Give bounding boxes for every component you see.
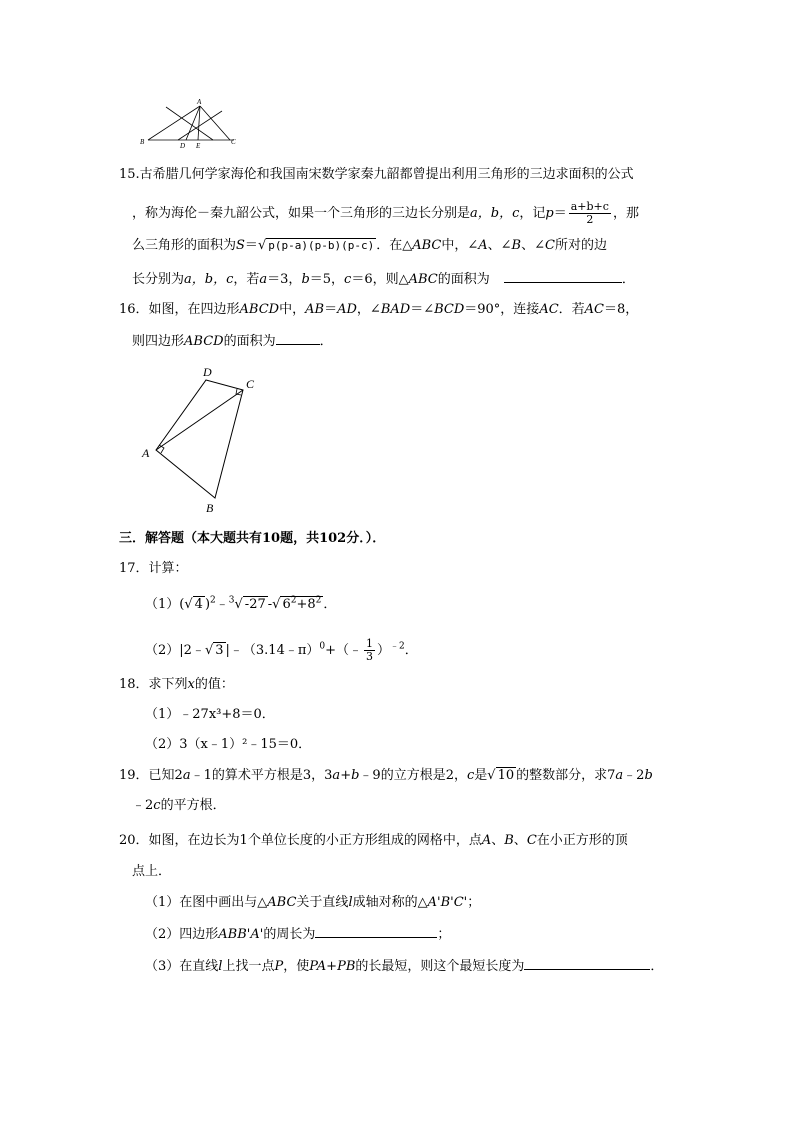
q15-line1: 15.古希腊几何学家海伦和我国南宋数学家秦九韶都曾提出利用三角形的三边求面积的公式 — [119, 167, 634, 182]
fig16-label-b: B — [206, 501, 214, 515]
q15-line2: ，称为海伦－秦九韶公式，如果一个三角形的三边长分别是a，b，c，记p＝ $\frac{a+b+c}{2}$ ，那 — [132, 200, 639, 226]
q20-part1: （1）在图中画出与△ABC关于直线l成轴对称的△A'B'C'； — [145, 895, 481, 910]
q20-shortest-blank[interactable] — [524, 957, 650, 970]
radical-sign: √ — [487, 768, 496, 783]
section-3-heading: 三．解答题（本大题共有10题，共102分．）． — [119, 531, 386, 546]
q15-answer-blank[interactable] — [504, 270, 622, 283]
fig14-label-e: E — [196, 142, 201, 149]
cube-root-sign: √ — [234, 597, 243, 612]
fig14-label-d: D — [180, 142, 186, 149]
q20-part3: （3）在直线l上找一点P，使PA+PB的长最短，则这个最短长度为 ． — [145, 959, 664, 974]
fig16-label-d: D — [203, 365, 212, 379]
heron-radicand: p(p-a)(p-b)(p-c) — [268, 239, 375, 252]
figure-q14 — [138, 97, 238, 149]
q18-part1: （1）﹣27x³+8＝0． — [145, 707, 275, 722]
q18-title: 18．求下列x的值： — [119, 677, 234, 692]
q16-answer-blank[interactable] — [276, 332, 320, 345]
one-third-fraction: $\frac{1}{3}$ — [366, 637, 374, 663]
q18-part2: （2）3（x﹣1）²﹣15＝0． — [145, 737, 312, 752]
radical-sign: √ — [272, 597, 281, 612]
radical-sign: √ — [204, 643, 214, 658]
p-fraction: $\frac{a+b+c}{2}$ — [570, 200, 609, 226]
q20-line2: 点上． — [132, 864, 172, 879]
q19-line1: 19．已知2a﹣1的算术平方根是3，3a+b﹣9的立方根是2，c是√ 10 的整数部分，求7a﹣2b — [119, 768, 653, 783]
fig14-label-c: C — [231, 138, 236, 146]
q16-line2: 则四边形ABCD的面积为 ． — [132, 334, 333, 349]
q15-line3: 么三角形的面积为S＝√ p(p-a)(p-b)(p-c) ．在△ABC中，∠A、∠B、∠C所对的边 — [132, 238, 607, 253]
q19-line2: ﹣2c的平方根． — [132, 798, 226, 813]
radical-sign: √ — [184, 597, 193, 612]
figure-q16 — [138, 362, 268, 517]
q16-line1: 16．如图，在四边形ABCD中，AB＝AD，∠BAD＝∠BCD＝90°，连接AC．若AC＝8， — [119, 302, 639, 317]
fig14-label-a: A — [197, 98, 202, 106]
q17-part1: （1）(√ 4 )$^2$﹣$^3$√ -27 -√ $6^2+8^2$ ． — [145, 595, 337, 612]
q20-line1: 20．如图，在边长为1个单位长度的小正方形组成的网格中，点A、B、C在小正方形的顶 — [119, 833, 628, 848]
q20-perimeter-blank[interactable] — [315, 925, 437, 938]
q17-part2: （2）|2﹣√ 3 |﹣（3.14﹣π）$^0$+（﹣ $\frac{1}{3}$ ）$^{﹣2}$． — [145, 637, 418, 663]
q17-title: 17．计算： — [119, 561, 188, 576]
q15-line4: 长分别为a，b，c，若a＝3，b＝5，c＝6，则△ABC的面积为 ． — [132, 272, 635, 287]
radical-sign: √ — [257, 238, 267, 253]
q20-part2: （2）四边形ABB'A'的周长为 ； — [145, 927, 451, 942]
fig16-label-a: A — [142, 446, 150, 460]
fig14-label-b: B — [140, 138, 145, 146]
q17-radicand: $6^2+8^2$ — [282, 595, 322, 612]
fig16-label-c: C — [246, 377, 255, 391]
